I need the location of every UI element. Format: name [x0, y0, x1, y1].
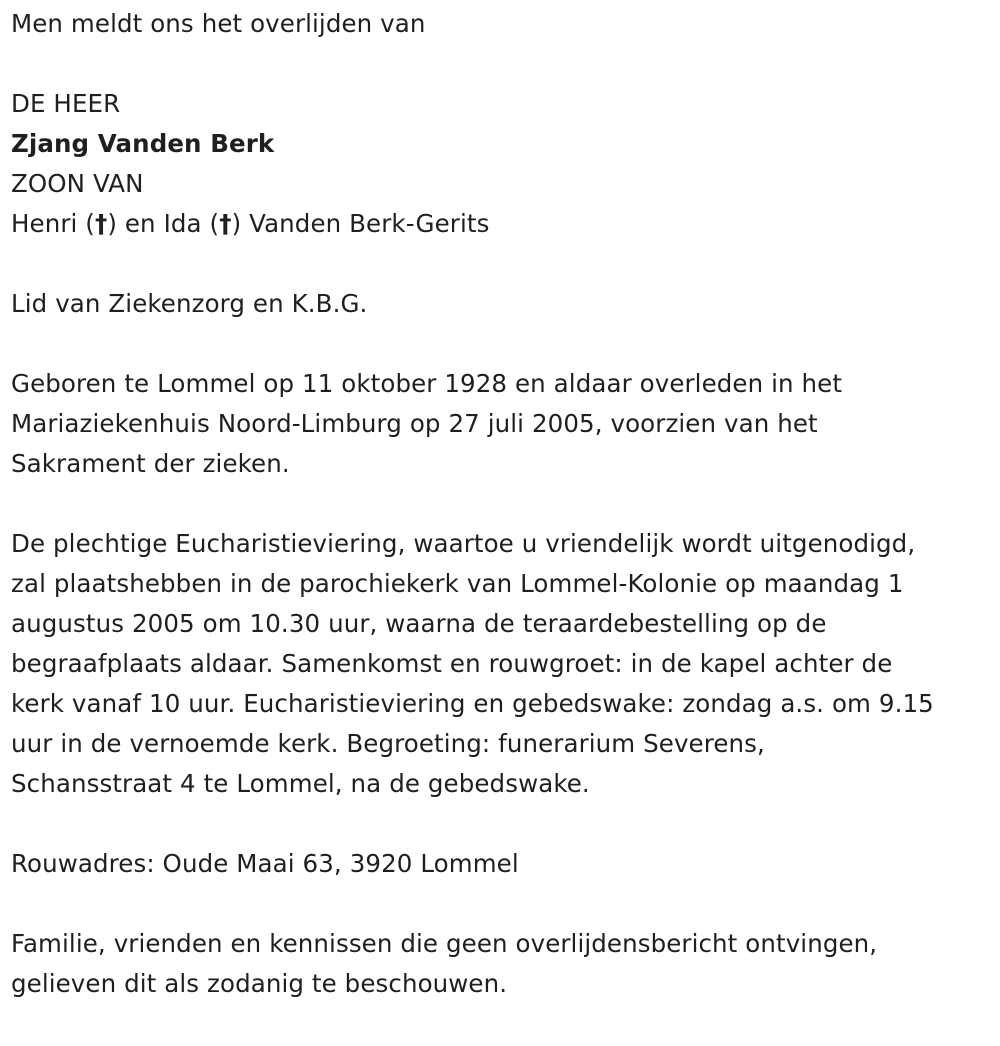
paragraph-line: Sakrament der zieken. [11, 449, 290, 478]
relation-text: ZOON VAN [11, 169, 144, 198]
father-name: Henri [11, 209, 78, 238]
closing-paragraph [11, 924, 996, 1004]
spacer [11, 44, 996, 84]
title-text: DE HEER [11, 89, 121, 118]
spacer [11, 324, 996, 364]
paragraph-line: Familie, vrienden en kennissen die geen overlijdensbericht ontvingen, [11, 929, 878, 958]
membership-text: Lid van Ziekenzorg en K.B.G. [11, 289, 368, 318]
spacer [11, 804, 996, 844]
birth-death-paragraph [11, 364, 996, 484]
paragraph-line: begraafplaats aldaar. Samenkomst en rouwgroet: in de kapel achter de [11, 649, 893, 678]
death-notice [11, 4, 996, 1004]
mother-name: Ida [163, 209, 202, 238]
parents-surname: Vanden Berk-Gerits [249, 209, 490, 238]
paragraph-line: augustus 2005 om 10.30 uur, waarna de teraardebestelling op de [11, 609, 827, 638]
paragraph-line: zal plaatshebben in de parochiekerk van Lommel-Kolonie op maandag 1 [11, 569, 904, 598]
paragraph-line: uur in de vernoemde kerk. Begroeting: funerarium Severens, [11, 729, 765, 758]
paragraph-line: kerk vanaf 10 uur. Eucharistieviering en gebedswake: zondag a.s. om 9.15 [11, 689, 934, 718]
deceased-name: Zjang Vanden Berk [11, 129, 275, 158]
spacer [11, 484, 996, 524]
paragraph-line: gelieven dit als zodanig te beschouwen. [11, 969, 508, 998]
parents-line: Henri (†) en Ida (†) Vanden Berk-Gerits [11, 209, 490, 238]
connector-text: en [124, 209, 156, 238]
paragraph-line: Geboren te Lommel op 11 oktober 1928 en aldaar overleden in het [11, 369, 843, 398]
spacer [11, 884, 996, 924]
paragraph-line: De plechtige Eucharistieviering, waartoe u vriendelijk wordt uitgenodigd, [11, 529, 916, 558]
cross-icon: † [219, 209, 232, 238]
mourning-address: Rouwadres: Oude Maai 63, 3920 Lommel [11, 849, 519, 878]
intro-text: Men meldt ons het overlijden van [11, 9, 426, 38]
spacer [11, 244, 996, 284]
cross-icon: † [94, 209, 108, 238]
ceremony-paragraph [11, 524, 996, 804]
paragraph-line: Schansstraat 4 te Lommel, na de gebedswake. [11, 769, 590, 798]
paragraph-line: Mariaziekenhuis Noord-Limburg op 27 juli 2005, voorzien van het [11, 409, 818, 438]
